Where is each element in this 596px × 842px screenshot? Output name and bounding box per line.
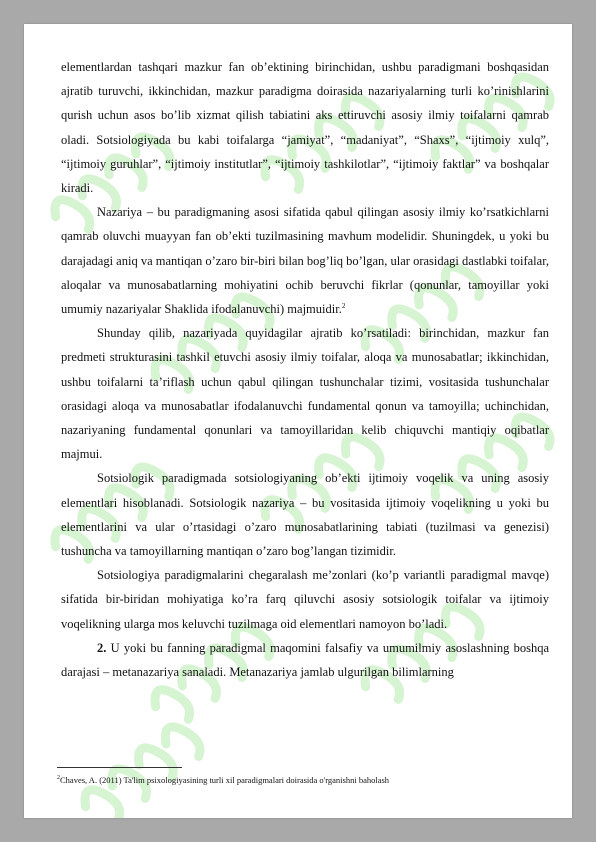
paragraph-1: elementlardan tashqari mazkur fan ob’ektining birinchidan, ushbu paradigmani boshqasidan ajratib turuvchi, ikkinchidan, mazkur paradigma doirasida nazariyalarning turli ko’rinishlarini qurish uchun asos bo’lib xizmat qilish tabiatini aks ettiruvchi asosiy ilmiy toifalarni qamrab oladi. Sotsiologiyada bu kabi toifalarga “jamiyat”, “madaniyat”, “Shaxs”, “ijtimoiy xulq”, “ijtimoiy guruhlar”, “ijtimoiy institutlar”, “ijtimoiy tashkilotlar”, “ijtimoiy faktlar” va boshqalar kiradi.: [61, 60, 549, 196]
paragraph-2: [61, 200, 549, 321]
section-number: 2.: [97, 640, 107, 655]
footnote-text: Chaves, A. (2011) Ta'lim psixologiyasining turli xil paradigmalari doirasida o'rganishni baholash: [60, 774, 390, 785]
paragraph-6: [61, 636, 549, 684]
paragraph-2-text: Nazariya – bu paradigmaning asosi sifatida qabul qilingan asosiy ilmiy ko’rsatkichlarni qamrab oluvchi muayyan fan ob’ekti tuzilmasining mavhum modelidir. Shuningdek, u yoki bu darajadagi aniq va mantiqan o’zaro bir-biri bilan bog’liq bo’lgan, ular orasidagi dastlabki toifalar, aloqalar va munosabatlarning mohiyatini ochib beruvchi fikrlar (qonunlar, tamoyillar yoki umumiy nazariyalar Shaklida ifodalanuvchi) majmuidir.: [61, 205, 549, 317]
paragraph-3: Shunday qilib, nazariyada quyidagilar ajratib ko’rsatiladi: birinchidan, mazkur fan predmeti strukturasini tashkil etuvchi asosiy ilmiy toifalar, aloqa va munosabatlar; ikkinchidan, ushbu toifalarni ta’riflash uchun qabul qilingan tushunchalar tizimi, vositasida tushunchalar orasidagi aloqa va munosabatlar ifodalanuvchi fundamental qonun va tamoyilla; uchinchidan, nazariyaning fundamental qonunlari va tamoyillaridan kelib chiquvchi mantiqiy oqibatlar majmui.: [61, 326, 549, 462]
document-body: [61, 55, 549, 684]
paragraph-6-text: U yoki bu fanning paradigmal maqomini falsafiy va umumilmiy asoslashning boshqa darajasi – metanazariya sanaladi. Metanazariya jamlab ulgurilgan bilimlarning: [61, 640, 549, 680]
paragraph-5: Sotsiologiya paradigmalarini chegaralash me’zonlari (ko’p variantli paradigmal mavqe) sifatida bir-biridan mohiyatiga ko’ra farq qiluvchi asosiy sotsiologik toifalar va ijtimoiy voqelikning ularga mos keluvchi tuzilmaga oid elementlari namoyon bo’ladi.: [61, 568, 549, 631]
watermark-stroke: [149, 682, 195, 730]
watermark-stroke: [79, 782, 125, 818]
watermark-stroke: [159, 719, 205, 767]
paragraph-4: Sotsiologik paradigmada sotsiologiyaning ob’ekti ijtimoiy voqelik va uning asosiy elementlari hisoblanadi. Sotsiologik nazariya – bu vositasida ijtimoiy voqelikning u yoki bu elementlarini va ular o’rtasidagi o’zaro munosabatlarining tabiati (tuzilmasi va genezisi) tushuncha va tamoyillarning mantiqan o’zaro bog’langan tizimidir.: [61, 471, 549, 559]
footnote-number: 2: [57, 775, 60, 781]
footnote: [57, 772, 557, 786]
footnote-reference: 2: [341, 301, 346, 310]
footnote-separator: [57, 767, 182, 768]
document-page: [24, 24, 572, 818]
watermark-mark: [79, 719, 205, 818]
